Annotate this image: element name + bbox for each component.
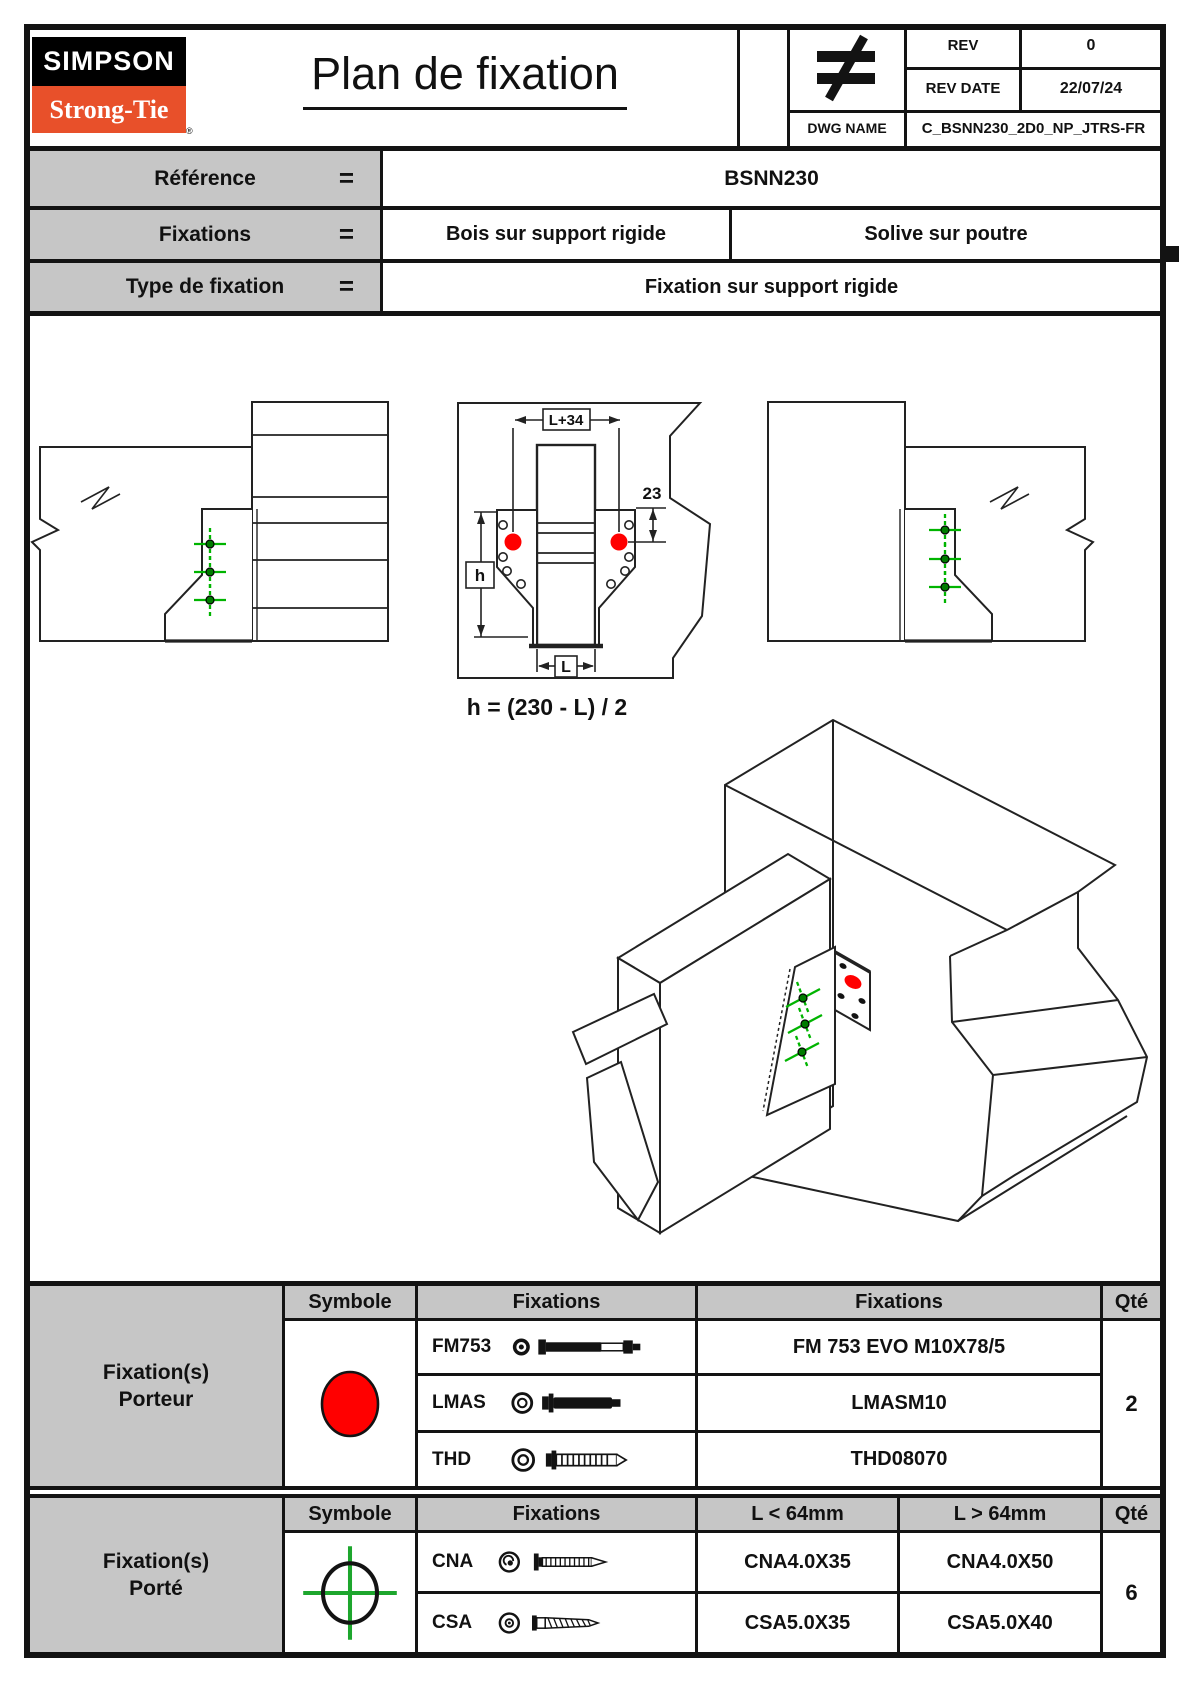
info-row-fixations-label [30,210,380,259]
logo-simpson-text: SIMPSON [43,46,175,76]
registered-mark: ® [186,126,193,136]
page-edge-tab [1166,246,1179,262]
fixations-label-text: Fixations [158,222,252,246]
fixation-point-red-right [611,534,628,551]
thd-screw-icon [510,1443,680,1477]
porte-header-fixations: Fixations [512,1502,601,1525]
dwg-name-value: C_BSNN230_2D0_NP_JTRS-FR [921,119,1146,137]
porteur-row-label [30,1286,282,1486]
info-row-type-label [30,263,380,311]
side-view-left [32,402,388,641]
csa-code: CSA [432,1612,473,1633]
porteur-row-lmas [418,1376,695,1430]
type-value: Fixation sur support rigide [644,275,899,298]
red-circle-icon [313,1364,387,1444]
rev-label: REV [947,37,979,54]
logo-simpson [32,37,186,86]
porte-label-line2: Porté [129,1577,183,1600]
fm753-bolt-icon [510,1330,680,1364]
dim-height-label: h [474,566,486,585]
page-title [210,48,720,110]
porteur-name-fm753: FM 753 EVO M10X78/5 [792,1335,1006,1358]
info-row-reference-label [30,151,380,206]
header-divider [737,24,740,146]
reference-label-text: Référence [154,166,256,190]
porte-cna-small: CNA4.0X35 [744,1550,851,1573]
cna-code: CNA [432,1551,474,1572]
porte-cna-large: CNA4.0X50 [946,1550,1054,1573]
fixations-value-right: Solive sur poutre [864,223,1028,245]
csa-screw-icon [498,1606,668,1640]
porte-row-cna [418,1533,695,1591]
porte-csa-small: CSA5.0X35 [744,1611,851,1634]
equals-sign: = [338,161,354,192]
technical-drawing [24,316,1166,1281]
porteur-header-fixations-icons: Fixations [512,1290,601,1313]
reference-value: BSNN230 [724,166,819,190]
projection-symbol-cell [790,27,904,110]
not-equal-projection-icon [806,34,888,104]
porteur-label-line2: Porteur [118,1388,194,1411]
porte-row-csa [418,1594,695,1652]
isometric-view [573,720,1147,1233]
table-rule [24,1486,1166,1490]
porte-header-gt64: L > 64mm [953,1502,1047,1525]
porteur-qty: 2 [1125,1390,1138,1416]
porte-header-lt64: L < 64mm [751,1502,844,1525]
porte-symbol-cell [285,1533,415,1652]
porteur-row-fm753 [418,1321,695,1373]
dim-length-label: L [561,659,571,676]
porteur-header-qty: Qté [1114,1290,1149,1313]
porteur-symbol-cell [285,1321,415,1486]
dwg-name-label: DWG NAME [807,120,887,136]
porte-header-qty: Qté [1114,1502,1149,1525]
logo-strongtie-text: Strong-Tie [49,94,169,124]
formula-text: h = (230 - L) / 2 [466,694,628,720]
dim-width-label: L+34 [548,412,584,429]
rev-date-value: 22/07/24 [1059,79,1123,97]
thd-code: THD [432,1448,472,1470]
rev-date-label: REV DATE [925,80,1001,97]
porte-label-line1: Fixation(s) [102,1549,210,1573]
fixation-point-red-left [505,534,522,551]
green-crosshair-icon [296,1537,404,1649]
porte-row-label [30,1498,282,1652]
side-view-right [768,402,1093,641]
lmas-anchor-icon [510,1386,680,1420]
porte-csa-large: CSA5.0X40 [947,1611,1053,1634]
type-label-text: Type de fixation [125,275,285,298]
porte-header-symbole: Symbole [308,1502,392,1525]
porteur-name-lmas: LMASM10 [851,1391,947,1414]
rev-value: 0 [1086,36,1096,54]
logo-strongtie [32,86,186,133]
porteur-header-symbole: Symbole [308,1290,392,1313]
cna-nail-icon [498,1545,668,1579]
porte-qty: 6 [1125,1579,1138,1605]
equals-sign: = [338,217,354,248]
porteur-name-thd: THD08070 [850,1448,948,1470]
lmas-code: LMAS [432,1392,486,1413]
equals-sign: = [338,270,354,301]
page-title-text: Plan de fixation [303,48,627,110]
porteur-label-line1: Fixation(s) [102,1360,210,1384]
porteur-row-thd [418,1433,695,1486]
porteur-header-fixations-names: Fixations [855,1290,943,1313]
dim-offset-label: 23 [642,484,662,503]
fixations-value-left: Bois sur support rigide [445,223,667,245]
fm753-code: FM753 [432,1336,492,1357]
table-rule [24,1652,1166,1658]
